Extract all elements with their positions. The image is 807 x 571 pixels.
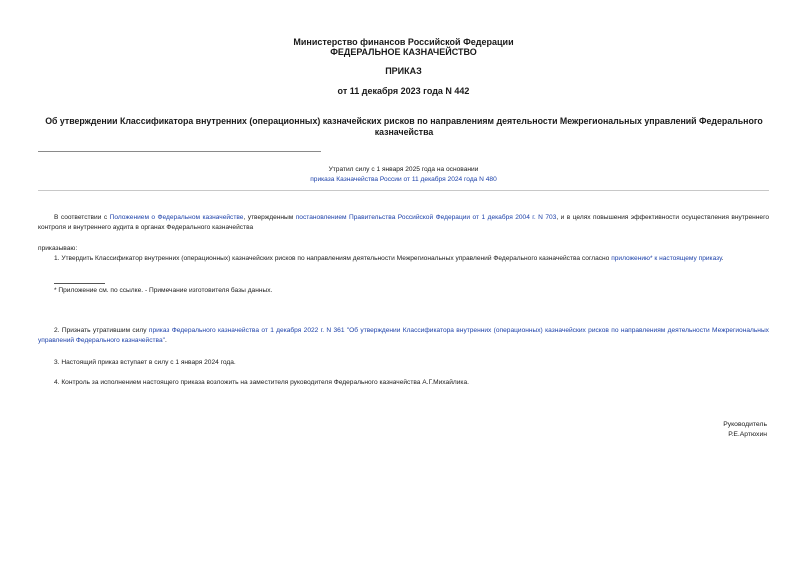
previous-order-link[interactable]: приказ Федерального казначейства от 1 декабря 2022 г. N 361 "Об утверждении Классификатора внутренних (операционных) казначейских рисков по направлениям деятельности Межрегиональных управлений Федерального казначейства" (38, 327, 769, 344)
status-note (0, 165, 807, 184)
divider (38, 151, 321, 152)
document-date: от 11 декабря 2023 года N 442 (337, 86, 470, 96)
order-word: приказываю: (38, 245, 78, 252)
document-type: ПРИКАЗ (385, 66, 422, 76)
order-item-2: 2. Признать утратившим силу приказ Федерального казначейства от 1 декабря 2022 г. N 361 "Об утверждении Классификатора внутренних (операционных) казначейских рисков по направлениям деятельности Межрегиональных управлений Федерального казначейства". (38, 327, 769, 344)
order-item-1: 1. Утвердить Классификатор внутренних (операционных) казначейских рисков по направлениям деятельности Межрегиональных управлений Федерального казначейства согласно приложению* к настоящему приказу. (54, 255, 724, 262)
status-note-text: Утратил силу с 1 января 2025 года на основании (328, 166, 479, 173)
appendix-link[interactable]: приложению* к настоящему приказу (611, 255, 722, 262)
ministry-name: Министерство финансов Российской Федерации (293, 37, 514, 47)
government-decree-link[interactable]: постановлением Правительства Российской Федерации от 1 декабря 2004 г. N 703 (295, 214, 557, 221)
preamble-paragraph: В соответствии с Положением о Федеральном казначействе, утвержденным постановлением Правительства Российской Федерации от 1 декабря 2004 г. N 703, и в целях повышения эффективности осуществления внутреннего контроля и внутреннего аудита в органах Федерального казначейства (38, 214, 770, 231)
regulation-link[interactable]: Положением о Федеральном казначействе (109, 214, 244, 221)
footnote: * Приложение см. по ссылке. - Примечание изготовителя базы данных. (54, 287, 273, 294)
order-item-4: 4. Контроль за исполнением настоящего приказа возложить на заместителя руководителя Федерального казначейства А.Г.Михайлика. (54, 379, 469, 386)
agency-name: ФЕДЕРАЛЬНОЕ КАЗНАЧЕЙСТВО (330, 47, 477, 57)
signer-name: Р.Е.Артюхин (728, 431, 767, 438)
signature-block (723, 420, 767, 440)
footnote-divider (54, 283, 105, 284)
repeal-order-link[interactable]: приказа Казначейства России от 11 декабря 2024 года N 480 (310, 175, 497, 183)
order-item-3: 3. Настоящий приказ вступает в силу с 1 января 2024 года. (54, 359, 236, 366)
divider (38, 190, 769, 191)
document-title: Об утверждении Классификатора внутренних (операционных) казначейских рисков по направлениям деятельности Межрегиональных управлений Федерального казначейства (45, 116, 763, 137)
signer-position: Руководитель (723, 421, 767, 428)
